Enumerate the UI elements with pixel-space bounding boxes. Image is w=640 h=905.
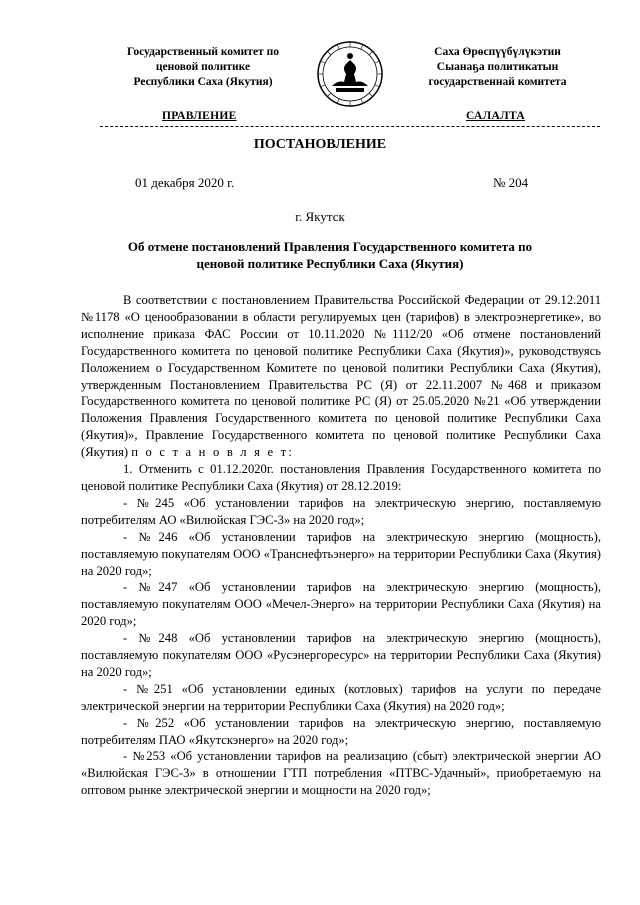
header-left-line-1: Государственный комитет по [127, 46, 279, 58]
intro-text: В соответствии с постановлением Правительства Российской Федерации от 29.12.2011 №1178 «О ценообразовании в области регулируемых цен (тарифов) в электроэнергетике», во исполнение приказа ФАС России от 10.11.2020 №1112/20 «Об отмене постановлений Государственного комитета по ценовой политике Республики Саха (Якутия)», руководствуясь Положением о Государственном Комитете по ценовой политики Республики Саха (Якутия), утвержденным Постановлением Правительства РС (Я) от 22.11.2007 №468 и приказом Государственного комитета по ценовой политике РС (Я) от 25.05.2020 №21 «Об утверждении Положения Правления Государственного комитета по ценовой политике Республики Саха (Якутия)», Правление Государственного комитета по ценовой политике Республики Саха (Якутия) [81, 293, 601, 460]
bullet-item [81, 715, 601, 749]
document-title: ПОСТАНОВЛЕНИЕ [253, 137, 387, 152]
subject-line-2: ценовой политике Республики Саха (Якутия) [196, 256, 464, 271]
header-right-line-3: государственнай комитета [428, 76, 567, 88]
bullet-item [81, 529, 601, 580]
item-1: 1. Отменить с 01.12.2020г. постановления Правления Государственного комитета по ценовой политике Республики Саха (Якутия) от 28.12.2019: [81, 462, 601, 493]
bullet-item [81, 495, 601, 529]
header-right-line-1: Саха Өрөспүүбүлүкэтин [434, 46, 561, 58]
subject-line-1: Об отмене постановлений Правления Государственного комитета по [127, 239, 533, 254]
bullet-text: №253 «Об установлении тарифов на реализацию (сбыт) электрической энергии АО «Вилюйская ГЭС-3» в отношении ГТП потребления «ПТВС-Удачный», приобретаемую на оптовом рынке электрической энергии и мощности на 2020 год»; [81, 749, 601, 798]
bullet-dash: - [123, 529, 128, 544]
intro-paragraph [81, 292, 601, 461]
bullet-item [81, 630, 601, 681]
bullet-text: №248 «Об установлении тарифов на электрическую энергию (мощность), поставляемую покупателям ООО «Русэнергоресурс» на территории Республики Саха (Якутия) на 2020 год»; [81, 631, 601, 679]
separator-line [100, 126, 600, 127]
bullet-text: №252 «Об установлении тарифов на электрическую энергию, поставляемую потребителям ПАО «Якутскэнерго» на 2020 год»; [81, 715, 601, 747]
coat-of-arms-icon [316, 40, 384, 108]
bullet-dash: - [123, 495, 128, 510]
board-label-sakha: САЛАЛТА [466, 110, 525, 122]
bullet-dash: - [123, 749, 128, 764]
bullet-text: №251 «Об установлении единых (котловых) тарифов на услуги по передаче электрической энергии на территории Республики Саха (Якутия) на 2020 год»; [81, 681, 601, 713]
bullet-text: №246 «Об установлении тарифов на электрическую энергию (мощность), поставляемую покупателям ООО «Транснефтьэнерго» на территории Республики Саха (Якутия) на 2020 год»; [81, 529, 601, 578]
bullet-item [81, 748, 601, 799]
document-body [81, 292, 601, 799]
bullet-dash: - [123, 580, 128, 595]
header-left-ru [98, 45, 308, 90]
header-right-line-2: Сыанаҕа политикатын [436, 61, 559, 73]
header-left-line-2: ценовой политике [155, 61, 251, 73]
board-label-ru: ПРАВЛЕНИЕ [162, 110, 237, 122]
resolves-word: п о с т а н о в л я е т: [131, 445, 295, 460]
document-subject [115, 238, 545, 272]
document-city: г. Якутск [295, 209, 345, 224]
bullet-dash: - [123, 715, 128, 730]
document-date: 01 декабря 2020 г. [135, 175, 235, 190]
bullet-dash: - [123, 631, 128, 646]
header-left-line-3: Республики Саха (Якутия) [133, 76, 273, 88]
bullet-item [81, 681, 601, 715]
bullet-dash: - [123, 681, 128, 696]
bullet-text: №247 «Об установлении тарифов на электрическую энергию (мощность), поставляемую покупателям ООО «Мечел-Энерго» на территории Республики Саха (Якутия) на 2020 год»; [81, 580, 601, 629]
header-right-sakha [395, 45, 600, 90]
bullet-item [81, 579, 601, 630]
bullet-text: №245 «Об установлении тарифов на электрическую энергию, поставляемую потребителям АО «Вилюйская ГЭС-3» на 2020 год»; [81, 495, 601, 527]
document-number: № 204 [493, 175, 529, 190]
